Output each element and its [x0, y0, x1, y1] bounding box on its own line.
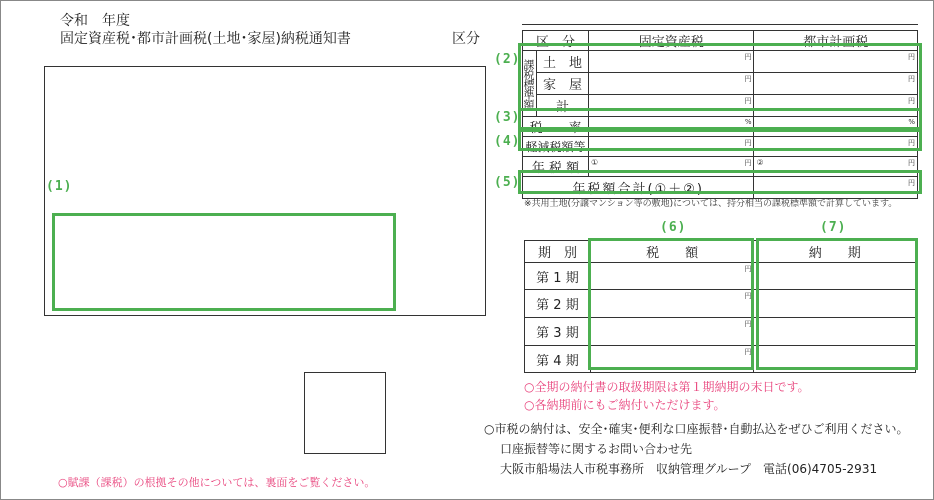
reverse-side-note: ○賦課（課税）の根拠その他については、裏面をご覧ください。	[58, 476, 376, 489]
header-kubun: 区 分	[523, 31, 589, 51]
period-1-label: 第 1 期	[525, 263, 591, 290]
highlight-7-due-date	[756, 238, 918, 370]
rate-fixed-cell: %	[588, 117, 754, 137]
inquiry-label: 口座振替等に関するお問い合わせ先	[500, 442, 693, 456]
tax-base-label: 課税標準額	[522, 58, 535, 109]
highlight-2-tax-base	[518, 43, 922, 111]
fiscal-year: 令和 年度	[60, 13, 130, 29]
total-fixed-cell: 円	[588, 95, 754, 117]
house-city-cell: 円	[754, 73, 918, 95]
marker-5: (5)	[494, 175, 521, 190]
seal-box	[304, 372, 386, 454]
marker-1: (1)	[46, 179, 73, 194]
row-land-label: 土 地	[536, 51, 588, 73]
notice-autopay: ○市税の納付は、安全･確実･便利な口座振替･自動払込をぜひご利用ください。	[484, 422, 909, 436]
marker-7: (7)	[820, 220, 847, 235]
period-3-label: 第 3 期	[525, 318, 591, 346]
header-due-date: 納 期	[754, 241, 916, 263]
kubun-label: 区分	[452, 31, 480, 47]
notice-early-payment: ○各納期前にもご納付いただけます。	[524, 398, 726, 412]
reduction-fixed-cell: 円	[588, 137, 754, 157]
land-city-cell: 円	[754, 51, 918, 73]
period-4-amount: 円	[590, 346, 754, 373]
house-fixed-cell: 円	[588, 73, 754, 95]
notice-deadline: ○全期の納付書の取扱期限は第１期納期の末日です。	[524, 380, 810, 394]
row-annual-total-label: 年税額合計(①＋②)	[523, 177, 754, 199]
row-annual-label: 年 税 額	[523, 157, 589, 177]
document-title: 固定資産税･都市計画税(土地･家屋)納税通知書	[60, 31, 351, 47]
header-amount: 税 額	[590, 241, 754, 263]
highlight-5-annual-total	[518, 170, 922, 194]
marker-6: (6)	[660, 220, 687, 235]
annual-fixed-cell: ① 円	[588, 157, 754, 177]
highlight-6-amount	[588, 238, 754, 370]
highlight-1-address	[52, 213, 396, 311]
highlight-3-tax-rate	[518, 108, 922, 130]
period-3-amount: 円	[590, 318, 754, 346]
period-2-amount: 円	[590, 290, 754, 318]
row-rate-label: 税 率	[523, 117, 589, 137]
row-reduction-label: 軽減税額等	[523, 137, 589, 157]
annual-total-cell: 円	[754, 177, 918, 199]
land-fixed-cell: 円	[588, 51, 754, 73]
row-house-label: 家 屋	[536, 73, 588, 95]
period-1-amount: 円	[590, 263, 754, 290]
shared-land-footnote: ※共用土地(分譲マンション等の敷地)については、持分相当の課税標準額で計算しています。	[524, 199, 898, 209]
marker-4: (4)	[494, 134, 521, 149]
marker-3: (3)	[494, 110, 521, 125]
period-4-label: 第 4 期	[525, 346, 591, 373]
table-top-rule	[522, 24, 918, 25]
highlight-4-reduction	[518, 129, 922, 151]
header-period: 期 別	[525, 241, 591, 263]
inquiry-contact: 大阪市船場法人市税事務所 収納管理グループ 電話(06)4705-2931	[500, 462, 878, 476]
total-city-cell: 円	[754, 95, 918, 117]
annual-city-cell: ② 円	[754, 157, 918, 177]
header-city-planning-tax: 都市計画税	[754, 31, 918, 51]
period-2-label: 第 2 期	[525, 290, 591, 318]
rate-city-cell: %	[754, 117, 918, 137]
row-total-label: 計	[536, 95, 588, 117]
header-fixed-asset-tax: 固定資産税	[588, 31, 754, 51]
marker-2: (2)	[494, 52, 521, 67]
reduction-city-cell: 円	[754, 137, 918, 157]
